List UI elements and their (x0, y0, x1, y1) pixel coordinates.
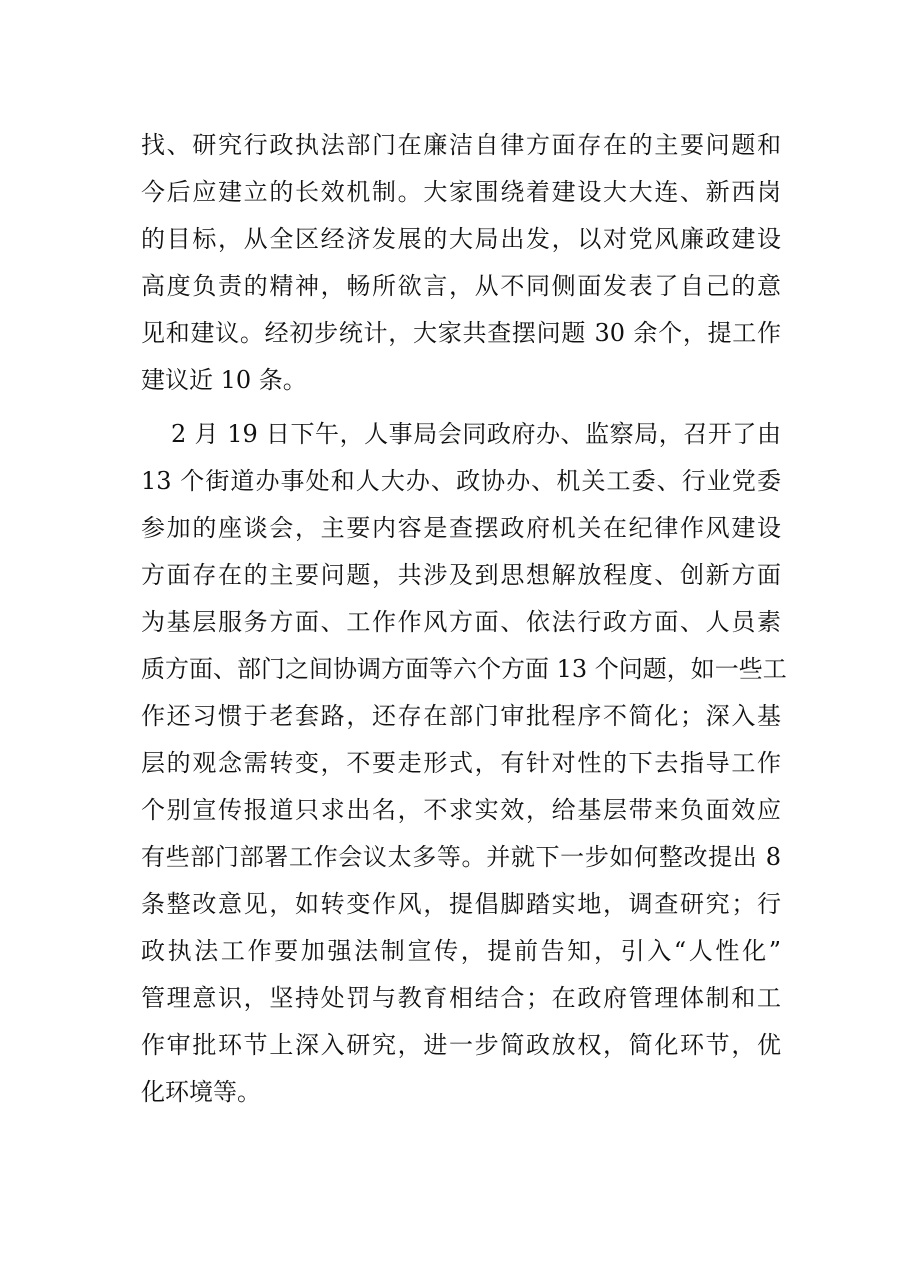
text-line: 今后应建立的长效机制。大家围绕着建设大大连、新西岗 (141, 178, 781, 206)
text-line: 有些部门部署工作会议太多等。并就下一步如何整改提出 8 (141, 843, 781, 871)
text-line: 化环境等。 (141, 1078, 261, 1106)
text-line: 管理意识，坚持处罚与教育相结合；在政府管理体制和工 (141, 984, 781, 1012)
text-line: 为基层服务方面、工作作风方面、依法行政方面、人员素 (141, 608, 781, 636)
body-text (141, 122, 787, 1116)
text-line: 2 月 19 日下午，人事局会同政府办、监察局，召开了由 (171, 420, 781, 448)
text-line: 作审批环节上深入研究，进一步简政放权，简化环节，优 (141, 1031, 781, 1059)
paragraph-2 (141, 411, 787, 1116)
paragraph-1 (141, 122, 781, 404)
text-line: 质方面、部门之间协调方面等六个方面 13 个问题，如一些工 (141, 655, 787, 683)
text-line: 层的观念需转变，不要走形式，有针对性的下去指导工作 (141, 749, 781, 777)
text-line: 见和建议。经初步统计，大家共查摆问题 30 余个，提工作 (141, 319, 781, 347)
text-line: 参加的座谈会，主要内容是查摆政府机关在纪律作风建设 (141, 514, 781, 542)
text-line: 方面存在的主要问题，共涉及到思想解放程度、创新方面 (141, 561, 781, 589)
text-line: 条整改意见，如转变作风，提倡脚踏实地，调查研究；行 (141, 890, 781, 918)
text-line: 的目标，从全区经济发展的大局出发，以对党风廉政建设 (141, 225, 781, 253)
text-line: 建议近 10 条。 (141, 366, 307, 394)
text-line: 高度负责的精神，畅所欲言，从不同侧面发表了自己的意 (141, 272, 781, 300)
text-line: 找、研究行政执法部门在廉洁自律方面存在的主要问题和 (141, 131, 781, 159)
text-line: 个别宣传报道只求出名，不求实效，给基层带来负面效应 (141, 796, 781, 824)
text-line: 政执法工作要加强法制宣传，提前告知，引入“人性化” (141, 937, 781, 965)
text-line: 13 个街道办事处和人大办、政协办、机关工委、行业党委 (141, 467, 781, 495)
text-line: 作还习惯于老套路，还存在部门审批程序不简化；深入基 (141, 702, 781, 730)
